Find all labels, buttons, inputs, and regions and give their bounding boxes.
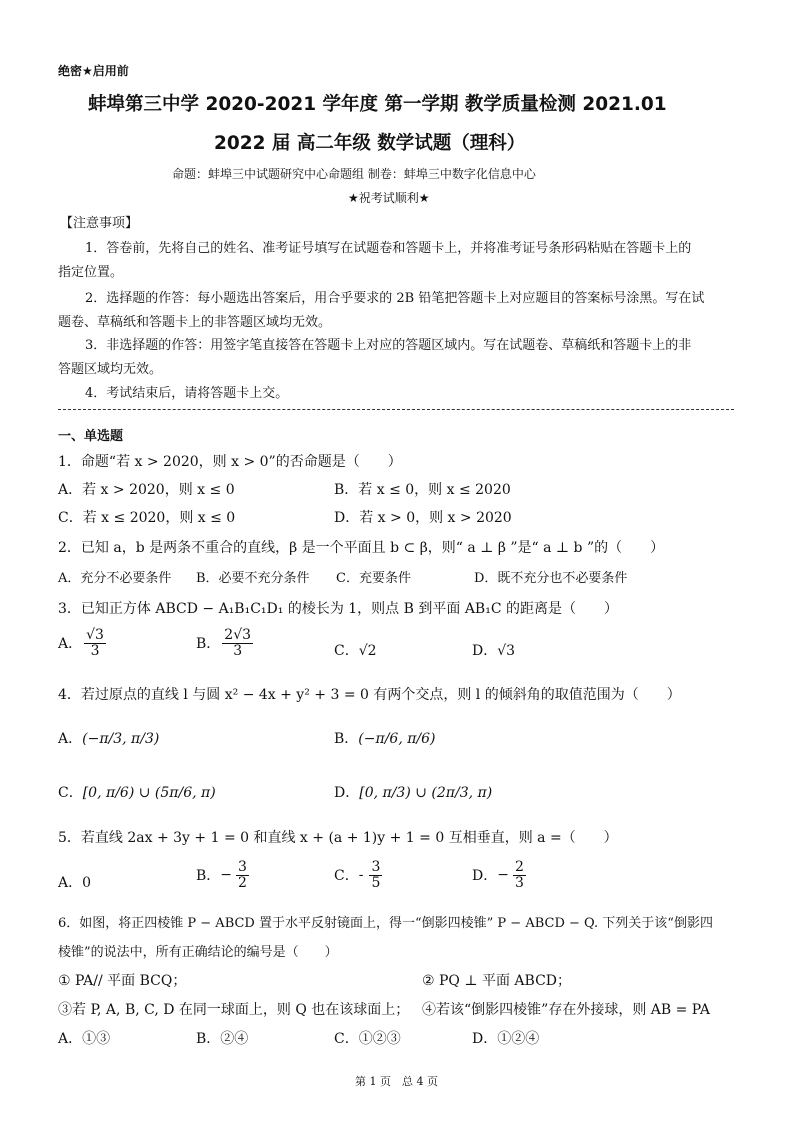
q4-option-a: A．(−π/3, π/3) [58, 731, 160, 747]
note-1-cont: 指定位置。 [58, 265, 124, 280]
q1-option-c: C．若 x ≤ 2020，则 x ≤ 0 [58, 510, 236, 526]
q3-b-denominator: 3 [233, 642, 243, 659]
q6-option-c: C．①②③ [334, 1031, 401, 1047]
q6-option-b: B．②④ [196, 1031, 249, 1047]
q4-option-b: B．(−π/6, π/6) [334, 731, 436, 747]
q4-stem: 4．若过原点的直线 l 与圆 x² − 4x + y² + 3 = 0 有两个交点，则 l 的倾斜角的取值范围为（ ） [58, 687, 681, 703]
q2-option-a: A．充分不必要条件 [58, 571, 172, 586]
q2-option-b: B．必要不充分条件 [196, 571, 310, 586]
note-3: 3．非选择题的作答：用签字笔直接答在答题卡上对应的答题区域内。写在试题卷、草稿纸和答题卡上的非 [85, 338, 692, 353]
q2-option-c: C．充要条件 [336, 571, 411, 586]
note-2-cont: 题卷、草稿纸和答题卡上的非答题区域均无效。 [58, 315, 332, 330]
exam-authors: 命题：蚌埠三中试题研究中心命题组 制卷：蚌埠三中数字化信息中心 [172, 167, 536, 181]
q1-option-a: A．若 x > 2020，则 x ≤ 0 [58, 482, 235, 498]
note-4: 4．考试结束后，请将答题卡上交。 [85, 386, 289, 401]
q5-option-b: B． − $\frac{3}{2}$ [196, 859, 247, 891]
q1-stem: 1．命题“若 x > 2020，则 x > 0”的否命题是（ ） [58, 454, 402, 470]
q6-statement-4: ④若该“倒影四棱锥”存在外接球，则 AB = PA [422, 1002, 711, 1018]
note-2: 2．选择题的作答：每小题选出答案后，用合乎要求的 2B 铅笔把答题卡上对应题目的答案标号涂黑。写在试 [85, 291, 705, 306]
q3-a-denominator: 3 [90, 642, 100, 659]
q6-option-a: A．①③ [58, 1031, 111, 1047]
good-luck-line: ★祝考试顺利★ [348, 191, 430, 205]
q3-stem: 3．已知正方体 ABCD − A₁B₁C₁D₁ 的棱长为 1，则点 B 到平面 AB₁C 的距离是（ ） [58, 601, 618, 617]
q6-option-d: D．①②④ [472, 1031, 540, 1047]
q3-option-c: C．√2 [334, 643, 377, 659]
note-3-cont: 答题区域均无效。 [58, 362, 163, 377]
q5-option-d: D． − $\frac{2}{3}$ [472, 859, 524, 891]
q6-stem-line1: 6．如图，将正四棱锥 P − ABCD 置于水平反射镜面上，得一“倒影四棱锥” P − ABCD − Q. 下列关于该“倒影四 [58, 916, 713, 931]
q6-statement-1: ① PA// 平面 BCQ； [58, 973, 187, 989]
q2-option-d: D．既不充分也不必要条件 [474, 571, 628, 586]
q6-stem-line2: 棱锥”的说法中，所有正确结论的编号是（ ） [58, 945, 338, 960]
q6-statement-2: ② PQ ⊥ 平面 ABCD； [422, 973, 572, 989]
q6-statement-3: ③若 P, A, B, C, D 在同一球面上，则 Q 也在该球面上； [58, 1002, 410, 1018]
exam-title: 蚌埠第三中学 2020-2021 学年度 第一学期 教学质量检测 2021.01 [88, 94, 667, 115]
q1-option-b: B．若 x ≤ 0，则 x ≤ 2020 [334, 482, 511, 498]
q5-option-c: C． - $\frac{3}{5}$ [334, 859, 381, 891]
q4-option-c: C．[0, π/6) ∪ (5π/6, π) [58, 785, 216, 801]
q5-stem: 5．若直线 2ax + 3y + 1 = 0 和直线 x + (a + 1)y + 1 = 0 互相垂直，则 a =（ ） [58, 830, 618, 846]
q5-option-a: A．0 [58, 875, 92, 891]
page-footer: 第 1 页 总 4 页 [355, 1075, 438, 1088]
q2-stem: 2．已知 a，b 是两条不重合的直线，β 是一个平面且 b ⊂ β，则“ a ⊥ β ”是“ a ⊥ b ”的（ ） [58, 540, 665, 556]
section-heading: 一、单选题 [58, 429, 124, 444]
q3-a-numerator: √3 [86, 627, 104, 643]
separator-dashed-line [58, 409, 734, 410]
q3-b-numerator: 2√3 [224, 627, 252, 643]
note-1: 1．答卷前，先将自己的姓名、准考证号填写在试题卷和答题卡上，并将准考证号条形码粘贴在答题卡上的 [85, 241, 692, 256]
q4-option-d: D．[0, π/3) ∪ (2π/3, π) [334, 785, 493, 801]
q1-option-d: D．若 x > 0，则 x > 2020 [334, 510, 512, 526]
notes-heading: 【注意事项】 [60, 216, 139, 231]
q3-option-d: D．√3 [472, 643, 516, 659]
exam-subtitle: 2022 届 高二年级 数学试题（理科） [214, 133, 526, 154]
q3-option-b: B． $\frac{2√3}{3}$ [196, 627, 252, 659]
secret-label: 绝密★启用前 [58, 64, 129, 78]
q3-option-a: A． $\frac{√3}{3}$ [58, 627, 104, 659]
